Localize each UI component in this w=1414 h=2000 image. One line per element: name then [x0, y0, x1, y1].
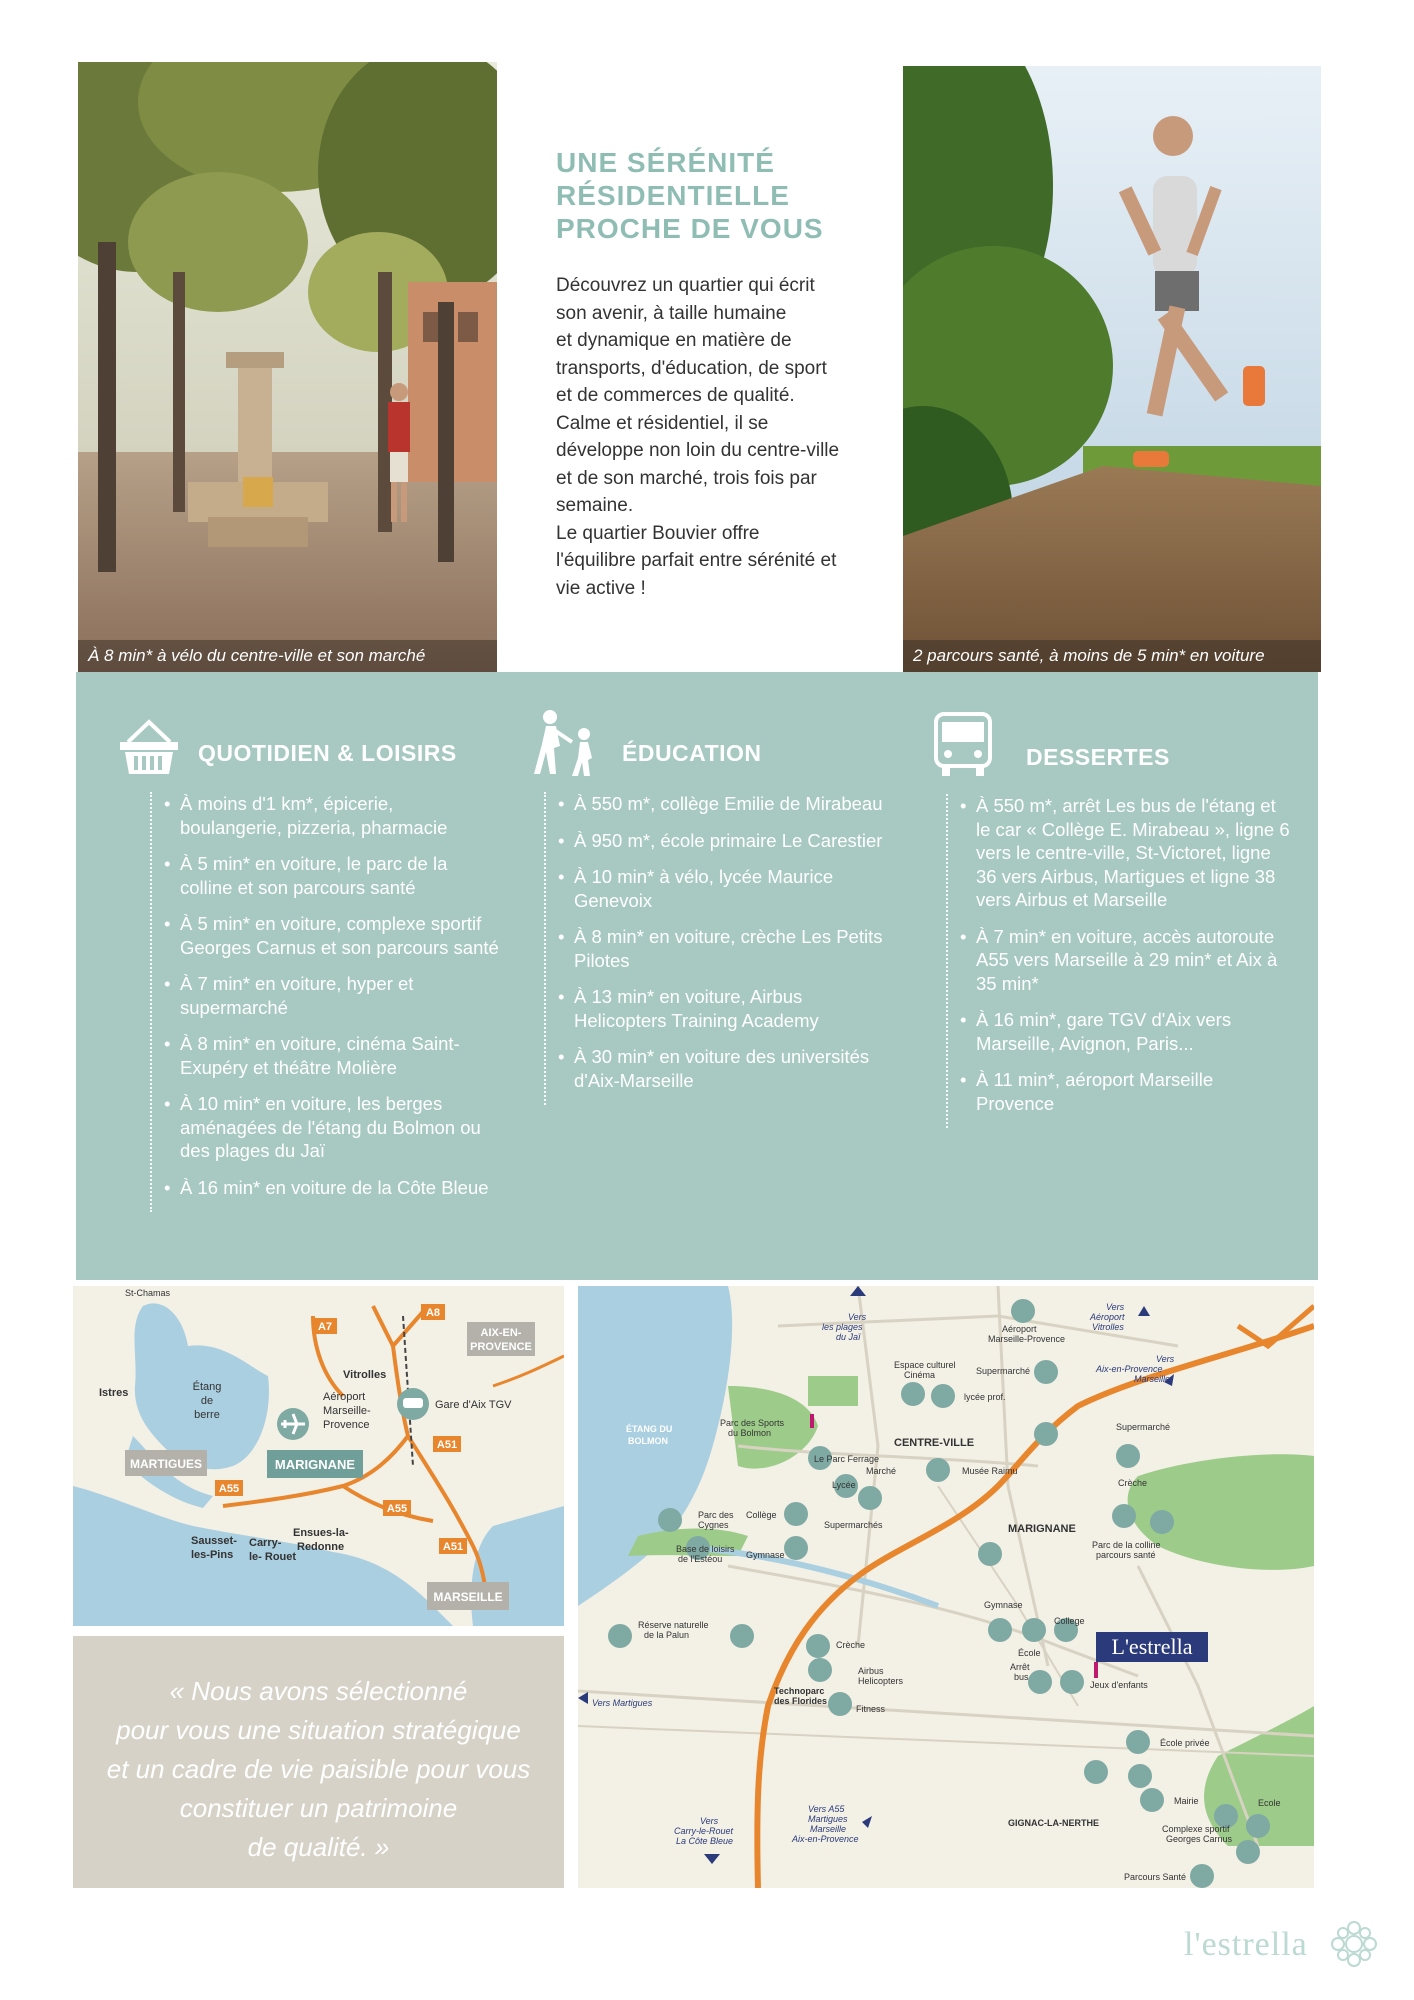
map-label: Vers: [700, 1816, 719, 1826]
map-label: Parc des: [698, 1510, 734, 1520]
map-label: Carry-le-Rouet: [674, 1826, 734, 1836]
basket-icon: [116, 716, 182, 778]
road-badge: [383, 1500, 411, 1516]
map-label: Supermarchés: [824, 1520, 883, 1530]
creche-icon: [806, 1634, 830, 1658]
map-label: Musée Raimu: [962, 1466, 1018, 1476]
map-label: Vitrolles: [1092, 1322, 1124, 1332]
map-label: Parc de la colline: [1092, 1540, 1161, 1550]
list-item: • À 950 m*, école primaire Le Carestier: [558, 829, 888, 853]
map-label: GIGNAC-LA-NERTHE: [1008, 1818, 1099, 1828]
place-label: Étang: [192, 1381, 222, 1393]
map-label: Technoparc: [774, 1686, 825, 1696]
regional-map: [73, 1286, 564, 1626]
intro-body-line: transports, d'éducation, de sport: [556, 357, 827, 379]
map-label: Base de loisirs: [676, 1544, 735, 1554]
map-label: les plages: [822, 1322, 863, 1332]
place-label: Carry-: [249, 1537, 282, 1549]
left-photo-caption: À 8 min* à vélo du centre-ville et son marché: [78, 640, 497, 672]
nature-icon: [608, 1624, 632, 1648]
map-label: Gymnase: [984, 1600, 1023, 1610]
culture-icon: [901, 1382, 925, 1406]
city-box-label: MARSEILLE: [433, 1590, 503, 1604]
map-label: ÉTANG DU: [626, 1424, 673, 1434]
map-label: CENTRE-VILLE: [894, 1437, 975, 1449]
map-label: Supermarché: [1116, 1422, 1171, 1432]
map-label: Jeux d'enfants: [1090, 1680, 1148, 1690]
intro-body-line: développe non loin du centre-ville: [556, 440, 840, 461]
intro-body-line: l'équilibre parfait entre sérénité et: [556, 550, 837, 571]
train-icon: [397, 1388, 429, 1420]
map-label: Vers: [848, 1312, 867, 1322]
sport-icon: [1236, 1840, 1260, 1864]
map-label: bus: [1014, 1672, 1029, 1682]
list-item: • À 5 min* en voiture, le parc de la colline et son parcours santé: [164, 852, 500, 899]
column-title: ÉDUCATION: [622, 740, 762, 766]
map-label: BOLMON: [628, 1436, 668, 1446]
intro-title-line: RÉSIDENTIELLE: [556, 180, 790, 211]
map-label: Airbus: [858, 1666, 884, 1676]
map-label: Complexe sportif: [1162, 1824, 1230, 1834]
amenities-panel: [76, 672, 1318, 1280]
park-icon: [658, 1508, 682, 1532]
brand-logo-text: l'estrella: [1184, 1926, 1308, 1963]
map-label: Arrêt: [1010, 1662, 1030, 1672]
local-map-canvas: [578, 1286, 1314, 1888]
intro-body-line: vie active !: [556, 577, 646, 599]
column-title: QUOTIDIEN & LOISIRS: [198, 740, 457, 766]
place-label: berre: [194, 1409, 220, 1421]
intro-body-line: et de son marché, trois fois par: [556, 467, 817, 489]
quote-line: de qualité. »: [247, 1832, 390, 1862]
intro-body-line: Le quartier Bouvier offre: [556, 522, 760, 544]
place-label: les-Pins: [191, 1549, 234, 1561]
list-item: • À 16 min* en voiture de la Côte Bleue: [164, 1176, 500, 1200]
street-fountain-image: [78, 62, 497, 672]
estrella-label: L'estrella: [1111, 1634, 1193, 1659]
education-list: [544, 792, 888, 1105]
map-label: Collège: [746, 1510, 777, 1520]
map-label: Cygnes: [698, 1520, 729, 1530]
local-map: [578, 1286, 1314, 1888]
city-box-label: MARTIGUES: [130, 1457, 202, 1471]
place-label: de: [200, 1395, 214, 1407]
list-item: • À 7 min* en voiture, accès autoroute A55 vers Marseille à 29 min* et Aix à 35 min*: [960, 925, 1290, 996]
quote-line: « Nous avons sélectionné: [169, 1676, 468, 1706]
school-icon: [931, 1384, 955, 1408]
map-label: Crèche: [836, 1640, 866, 1650]
place-label: Aéroport: [323, 1391, 366, 1403]
city-box-aix: [467, 1322, 535, 1356]
city-box-marseille: [427, 1582, 509, 1610]
airplane-icon: [277, 1408, 309, 1440]
list-item: • À moins d'1 km*, épicerie, boulangerie, pizzeria, pharmacie: [164, 792, 500, 839]
place-label: Marseille-: [323, 1405, 371, 1417]
road-label: A8: [425, 1307, 441, 1319]
road-badge: [421, 1304, 445, 1320]
gym-icon: [988, 1618, 1012, 1642]
map-label: du Jaï: [836, 1332, 861, 1342]
place-label: Redonne: [297, 1541, 345, 1553]
runner-image: [903, 66, 1321, 672]
place-label: Sausset-: [191, 1535, 237, 1547]
shop-icon: [978, 1542, 1002, 1566]
map-label: Gymnase: [746, 1550, 785, 1560]
quote-line: et un cadre de vie paisible pour vous: [106, 1754, 531, 1784]
bus-icon: [932, 710, 994, 778]
list-item: • À 11 min*, aéroport Marseille Provence: [960, 1068, 1290, 1115]
intro-body-line: son avenir, à taille humaine: [556, 302, 787, 324]
fitness-icon: [828, 1692, 852, 1716]
city-box-marignane: [267, 1450, 363, 1478]
map-label: Supermarché: [976, 1366, 1031, 1376]
map-label: Vers A55: [808, 1804, 845, 1814]
map-label: parcours santé: [1096, 1550, 1156, 1560]
bus-stop-icon: [1028, 1670, 1052, 1694]
map-label: du Bolmon: [728, 1428, 772, 1438]
shop-icon: [858, 1486, 882, 1510]
column-title: DESSERTES: [1026, 744, 1170, 770]
road-badge: [439, 1538, 467, 1554]
city-box-label: PROVENCE: [470, 1341, 532, 1353]
place-label: Istres: [99, 1387, 129, 1399]
shop-icon: [1084, 1760, 1108, 1784]
quote-box: [73, 1636, 564, 1888]
photo-runner: [903, 66, 1321, 672]
map-label: Martigues: [808, 1814, 848, 1824]
intro-body-line: et de commerces de qualité.: [556, 385, 795, 406]
shop-icon: [730, 1624, 754, 1648]
map-label: de l'Estéou: [678, 1554, 723, 1564]
city-box-label: AIX-EN-: [480, 1327, 522, 1339]
list-item: • À 10 min* en voiture, les berges aménagées de l'étang du Bolmon ou des plages du Jaï: [164, 1092, 500, 1163]
park-icon: [1150, 1510, 1174, 1534]
list-item: • À 30 min* en voiture des universités d'Aix-Marseille: [558, 1045, 888, 1092]
map-label: Crèche: [1118, 1478, 1148, 1488]
list-item: • À 550 m*, collège Emilie de Mirabeau: [558, 792, 888, 816]
map-label: Helicopters: [858, 1676, 904, 1686]
map-label: Marseille: [810, 1824, 847, 1834]
school-icon: [1022, 1618, 1046, 1642]
city-box-label: MARIGNANE: [274, 1457, 356, 1472]
airport-icon: [1011, 1299, 1035, 1323]
map-label: Réserve naturelle: [638, 1620, 709, 1630]
intro-body: [556, 272, 886, 602]
map-label: Marseille-Provence: [988, 1334, 1066, 1344]
list-item: • À 5 min* en voiture, complexe sportif Georges Carnus et son parcours santé: [164, 912, 500, 959]
quote-line: constituer un patrimoine: [179, 1793, 458, 1823]
map-label: Fitness: [856, 1704, 886, 1714]
quote-line: pour vous une situation stratégique: [116, 1715, 521, 1745]
map-label: Le Parc Ferrage: [814, 1454, 880, 1464]
map-label: Aéroport: [1090, 1312, 1125, 1322]
map-label: Aix-en-Provence: [792, 1834, 859, 1844]
place-label: Vitrolles: [343, 1369, 387, 1381]
park-icon: [1112, 1504, 1136, 1528]
map-label: MARIGNANE: [1008, 1523, 1076, 1535]
place-label: Ensues-la-: [293, 1527, 349, 1539]
road-badge: [313, 1318, 337, 1334]
list-item: • À 8 min* en voiture, cinéma Saint-Exupéry et théâtre Molière: [164, 1032, 500, 1079]
map-label: Aéroport: [1002, 1324, 1037, 1334]
map-label: Ecole: [1258, 1798, 1281, 1808]
quote-text: [83, 1672, 554, 1867]
map-label: Parcours Santé: [1124, 1872, 1187, 1882]
intro-body-line: Calme et résidentiel, il se: [556, 412, 769, 434]
right-photo-caption: 2 parcours santé, à moins de 5 min* en voiture: [903, 640, 1321, 672]
townhall-icon: [1140, 1788, 1164, 1812]
road-label: A55: [218, 1483, 240, 1495]
shop-icon: [1034, 1422, 1058, 1446]
place-label: St-Chamas: [125, 1288, 171, 1298]
shop-icon: [1034, 1360, 1058, 1384]
map-label: Mairie: [1174, 1796, 1199, 1806]
intro-body-line: semaine.: [556, 495, 634, 516]
list-item: • À 10 min* à vélo, lycée Maurice Genevoix: [558, 865, 888, 912]
sport-icon: [1190, 1864, 1214, 1888]
map-label: École privée: [1160, 1738, 1210, 1748]
road-label: A51: [442, 1541, 464, 1553]
regional-map-canvas: [73, 1286, 564, 1626]
map-label: Espace culturel: [894, 1360, 956, 1370]
map-label: Vers: [1156, 1354, 1175, 1364]
gym-icon: [784, 1536, 808, 1560]
playground-icon: [1060, 1670, 1084, 1694]
map-label: College: [1054, 1616, 1085, 1626]
place-label: Gare d'Aix TGV: [435, 1399, 512, 1411]
map-label: École: [1018, 1648, 1041, 1658]
school-icon: [1126, 1730, 1150, 1754]
road-label: A7: [317, 1321, 333, 1333]
road-label: A55: [386, 1503, 408, 1515]
place-label: Provence: [323, 1419, 370, 1431]
road-badge: [433, 1436, 461, 1452]
photo-street-fountain: [78, 62, 497, 672]
map-label: Lycée: [832, 1480, 856, 1490]
museum-icon: [926, 1458, 950, 1482]
map-label: Vers Martigues: [592, 1698, 653, 1708]
rosette-logo-icon: [1326, 1916, 1382, 1972]
children-walking-icon: [526, 708, 610, 778]
airbus-icon: [808, 1658, 832, 1682]
road-badge: [215, 1480, 243, 1496]
map-label: Vers: [1106, 1302, 1125, 1312]
intro-title-line: UNE SÉRÉNITÉ: [556, 147, 775, 178]
list-item: • À 550 m*, arrêt Les bus de l'étang et le car « Collège E. Mirabeau », ligne 6 vers le centre-ville, St-Victoret, ligne 36 vers Airbus, Martigues et ligne 38 vers Airbus et Marseille: [960, 794, 1290, 912]
map-label: Marseille: [1134, 1374, 1171, 1384]
map-label: Marché: [866, 1466, 897, 1476]
school-icon: [1246, 1814, 1270, 1838]
map-label: de la Palun: [644, 1630, 690, 1640]
map-label: lycée prof.: [964, 1392, 1006, 1402]
intro-title: [556, 146, 856, 245]
intro-body-line: et dynamique en matière de: [556, 330, 792, 351]
list-item: • À 13 min* en voiture, Airbus Helicopters Training Academy: [558, 985, 888, 1032]
shop-icon: [1128, 1764, 1152, 1788]
list-item: • À 16 min*, gare TGV d'Aix vers Marseille, Avignon, Paris...: [960, 1008, 1290, 1055]
school-icon: [784, 1502, 808, 1526]
map-label: Cinéma: [904, 1370, 936, 1380]
map-label: des Florides: [774, 1696, 828, 1706]
place-label: le- Rouet: [249, 1551, 297, 1563]
intro-body-line: Découvrez un quartier qui écrit: [556, 275, 815, 296]
creche-icon: [1116, 1444, 1140, 1468]
map-label: La Côte Bleue: [676, 1836, 734, 1846]
list-item: • À 8 min* en voiture, crèche Les Petits Pilotes: [558, 925, 888, 972]
intro-title-line: PROCHE DE VOUS: [556, 213, 824, 244]
quotidien-list: [150, 792, 500, 1212]
map-label: Georges Carnus: [1166, 1834, 1233, 1844]
map-label: Parc des Sports: [720, 1418, 785, 1428]
city-box-martigues: [125, 1450, 207, 1476]
map-label: Aix-en-Provence: [1096, 1364, 1163, 1374]
list-item: • À 7 min* en voiture, hyper et supermarché: [164, 972, 500, 1019]
dessertes-list: [946, 794, 1290, 1128]
road-label: A51: [436, 1439, 458, 1451]
